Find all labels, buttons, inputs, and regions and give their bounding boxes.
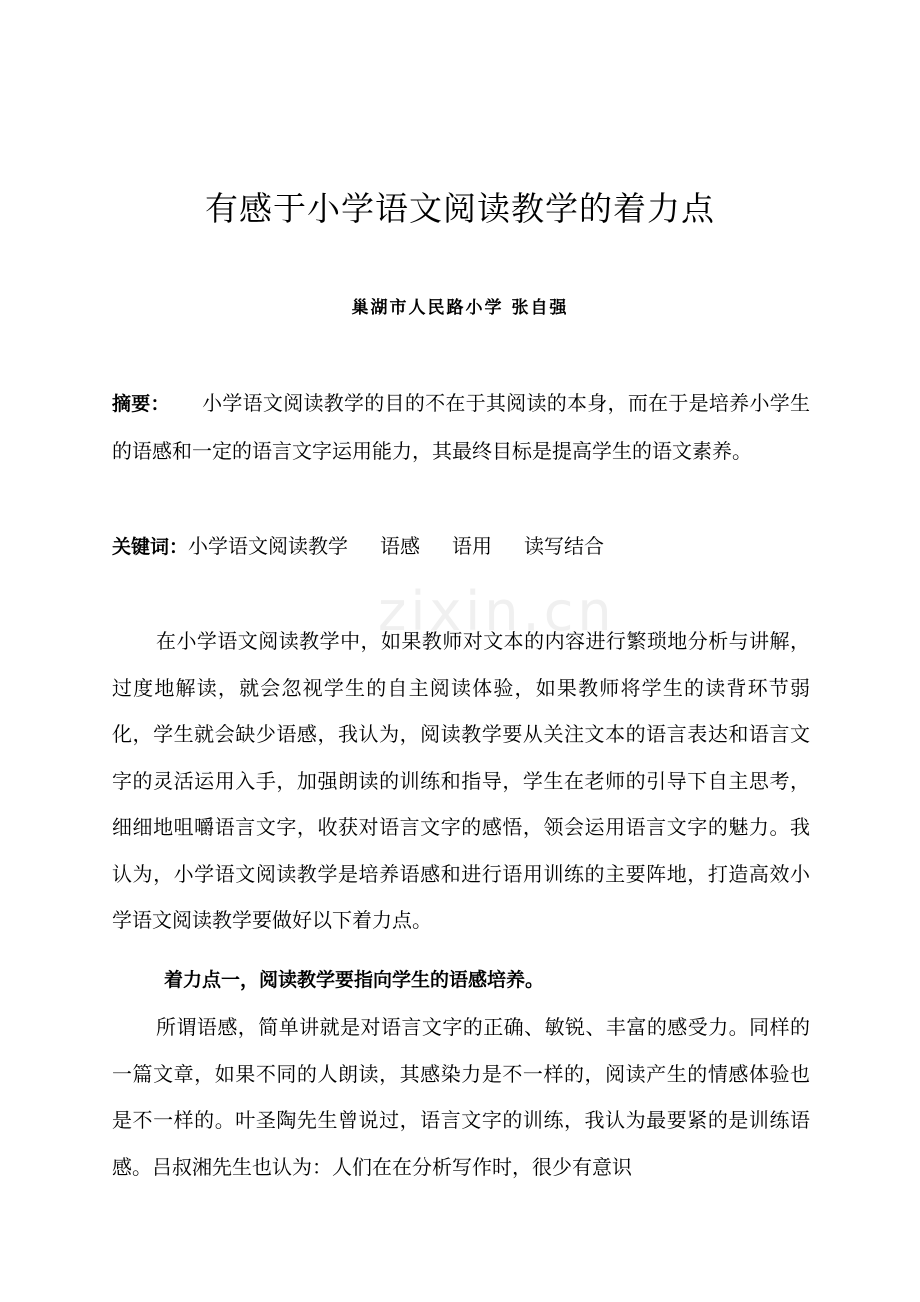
keyword-item: 小学语文阅读教学 — [188, 534, 349, 558]
body-paragraph: 在小学语文阅读教学中，如果教师对文本的内容进行繁琐地分析与讲解，过度地解读，就会忽视学生的自主阅读体验，如果教师将学生的读背环节弱化，学生就会缺少语感，我认为，阅读教学要从关注文本的语言表达和语言文字的灵活运用入手，加强朗读的训练和指导，学生在老师的引导下自主思考，细细地咀嚼语言文字，收获对语言文字的感悟，领会运用语言文字的魅力。我认为，小学语文阅读教学是培养语感和进行语用训练的主要阵地，打造高效小学语文阅读教学要做好以下着力点。 — [112, 629, 810, 932]
author-line: 巢湖市人民路小学 张自强 — [351, 298, 569, 318]
keyword-item: 语用 — [452, 534, 493, 558]
keywords-line — [112, 524, 810, 569]
watermark: zixin.cn — [378, 580, 616, 643]
abstract-text: 小学语文阅读教学的目的不在于其阅读的本身，而在于是培养小学生的语感和一定的语言文字运用能力，其最终目标是提高学生的语文素养。 — [112, 391, 810, 463]
body-paragraph: 所谓语感，简单讲就是对语言文字的正确、敏锐、丰富的感受力。同样的一篇文章，如果不同的人朗读，其感染力是不一样的，阅读产生的情感体验也是不一样的。叶圣陶先生曾说过，语言文字的训练，我认为最要紧的是训练语感。吕叔湘先生也认为：人们在在分析写作时，很少有意识 — [112, 1015, 810, 1179]
abstract-paragraph — [112, 380, 810, 474]
abstract-label: 摘要： — [112, 393, 170, 415]
section-heading: 着力点一，阅读教学要指向学生的语感培养。 — [164, 969, 545, 991]
keywords-label: 关键词： — [112, 536, 189, 558]
document-title: 有感于小学语文阅读教学的着力点 — [205, 189, 715, 228]
keyword-item: 语感 — [380, 534, 421, 558]
keyword-item: 读写结合 — [524, 534, 605, 558]
